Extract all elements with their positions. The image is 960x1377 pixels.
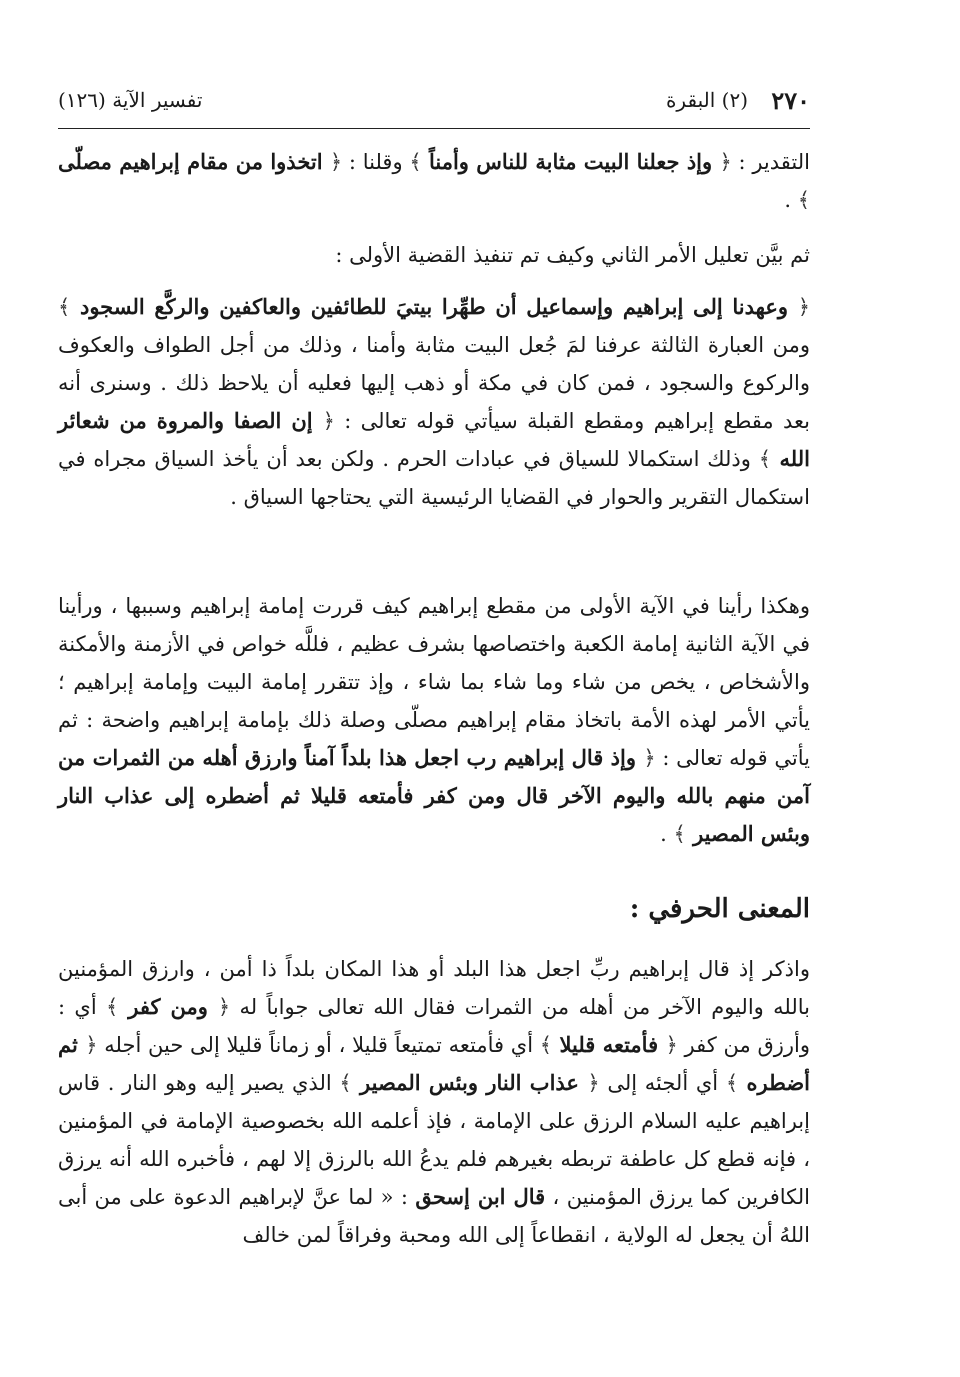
page-number: ٢٧٠ xyxy=(771,86,810,115)
ornament-close: ﴾ xyxy=(539,1033,553,1057)
ornament-close: ﴾ xyxy=(725,1071,739,1095)
ornament-open: ﴿ xyxy=(322,409,335,433)
text-segment: التقدير : xyxy=(731,150,810,174)
ornament-open: ﴿ xyxy=(797,295,810,319)
paragraph-3 xyxy=(58,288,810,516)
ornament-open: ﴿ xyxy=(719,150,732,174)
text-segment: أي ألجئه إلى xyxy=(599,1071,726,1095)
ornament-open: ﴿ xyxy=(587,1071,600,1095)
verse-reference: تفسير الآية (١٢٦) xyxy=(58,88,203,112)
paragraph-2 xyxy=(58,236,810,274)
section-heading: المعنى الحرفي : xyxy=(629,894,810,924)
ornament-open: ﴿ xyxy=(643,746,656,770)
sura-title: (٢) البقرة xyxy=(665,88,748,112)
paragraph-5 xyxy=(58,950,810,1254)
quran-quote: ومن كفر xyxy=(118,994,218,1019)
text-segment: ثم بيَّن تعليل الأمر الثاني وكيف تم تنفيذ القضية الأولى : xyxy=(335,243,810,267)
text-segment: وهكذا رأينا في الآية الأولى من مقطع إبراهيم كيف قررت إمامة إبراهيم وسببها ، ورأينا في الآية الثانية إمامة الكعبة واختصاصها بشرف عظيم ، فللَّه خواص في الأزمنة والأمكنة والأشخاص ، يخص من شاء وما شاء بما شاء ، وإذ تتقرر إمامة البيت وإمامة إبراهيم ؛ يأتي الأمر لهذه الأمة باتخاذ مقام إبراهيم مصلّى وصلة ذلك بإمامة إبراهيم واضحة : ثم يأتي قوله تعالى : xyxy=(58,594,810,770)
quran-quote: وإذ جعلنا البيت مثابة للناس وأمناً xyxy=(421,149,720,174)
ornament-open: ﴿ xyxy=(217,995,231,1019)
quran-quote: فأمتعه قليلا xyxy=(552,1032,666,1057)
text-segment: ومن العبارة الثالثة عرفنا لمَ جُعل البيت مثابة وأمنا ، وذلك من أجل الطواف والعكوف والركوع والسجود ، فمن كان في مكة أو ذهب إليها فعليه أن يلاحظ ذلك . وسنرى أنه بعد مقطع إبراهيم ومقطع القبلة سيأتي قوله تعالى : xyxy=(58,333,810,433)
ornament-open: ﴿ xyxy=(85,1033,98,1057)
ornament-close: ﴾ xyxy=(758,447,772,471)
ornament-close: ﴾ xyxy=(106,995,119,1019)
text-segment: الذي يصير إليه وهو النار . قاس إبراهيم عليه السلام الرزق على الإمامة ، فإذ أعلمه الله بخصوصية الإمامة في المؤمنين ، فإنه قطع كل عاطفة تربطه بغيرهم فلم يدعُ الله بالرزق إلا لهم ، فأخبره الله أنه يرزق الكافرين كما يرزق المؤمنين ، xyxy=(58,1071,811,1209)
text-segment: واذكر إذ قال إبراهيم ربِّ اجعل هذا البلد أو هذا المكان بلداً ذا أمن ، وارزق المؤمنين بالله واليوم الآخر من أهله من الثمرات فقال الله تعالى جواباً له xyxy=(58,957,810,1019)
quran-quote: وعهدنا إلى إبراهيم وإسماعيل أن طهِّرا بيتيَ للطائفين والعاكفين والركَّع السجود xyxy=(70,294,798,319)
quran-quote: ثم أضطره xyxy=(58,1032,810,1095)
text-segment: أي : وأرزق من كفر xyxy=(58,995,810,1057)
text-segment: أي فأمتعه تمتيعاً قليلا ، أو زماناً قليلا إلى حين أجله xyxy=(97,1033,540,1057)
header-rule xyxy=(58,128,810,129)
text-segment: : « لما عنَّ لإبراهيم الدعوة على من أبى اللهُ أن يجعل له الولاية ، انقطاعاً إلى الله ومحبة وفراقاً لمن خالف xyxy=(58,1185,810,1247)
quran-quote: إن الصفا والمروة من شعائر الله xyxy=(58,408,810,471)
ornament-close: ﴾ xyxy=(339,1071,352,1095)
text-segment: وذلك استكمالا للسياق في عبادات الحرم . ولكن بعد أن يأخذ السياق مجراه في استكمال التقرير والحوار في القضايا الرئيسية التي يحتاجها السياق . xyxy=(58,447,810,509)
text-segment: وقلنا : xyxy=(342,150,410,174)
ornament-open: ﴿ xyxy=(329,150,343,174)
paragraph-4 xyxy=(58,587,810,853)
page-header xyxy=(58,82,810,122)
quran-quote: وإذ قال إبراهيم رب اجعل هذا بلداً آمناً وارزق أهله من الثمرات من آمن منهم بالله واليوم الآخر قال ومن كفر فأمتعه قليلا ثم أضطره إلى عذاب النار وبئس المصير xyxy=(58,745,810,846)
text-segment: . xyxy=(660,822,674,846)
quran-quote: عذاب النار وبئس المصير xyxy=(351,1070,588,1095)
text-segment: . xyxy=(784,188,798,212)
quran-quote: اتخذوا من مقام إبراهيم مصلّى xyxy=(58,149,330,174)
paragraph-1 xyxy=(58,143,810,219)
ornament-close: ﴾ xyxy=(409,150,422,174)
ornament-close: ﴾ xyxy=(797,188,810,212)
ornament-open: ﴿ xyxy=(665,1033,678,1057)
ornament-close: ﴾ xyxy=(58,295,71,319)
cited-author: قال ابن إسحق xyxy=(415,1184,546,1209)
ornament-close: ﴾ xyxy=(673,822,686,846)
